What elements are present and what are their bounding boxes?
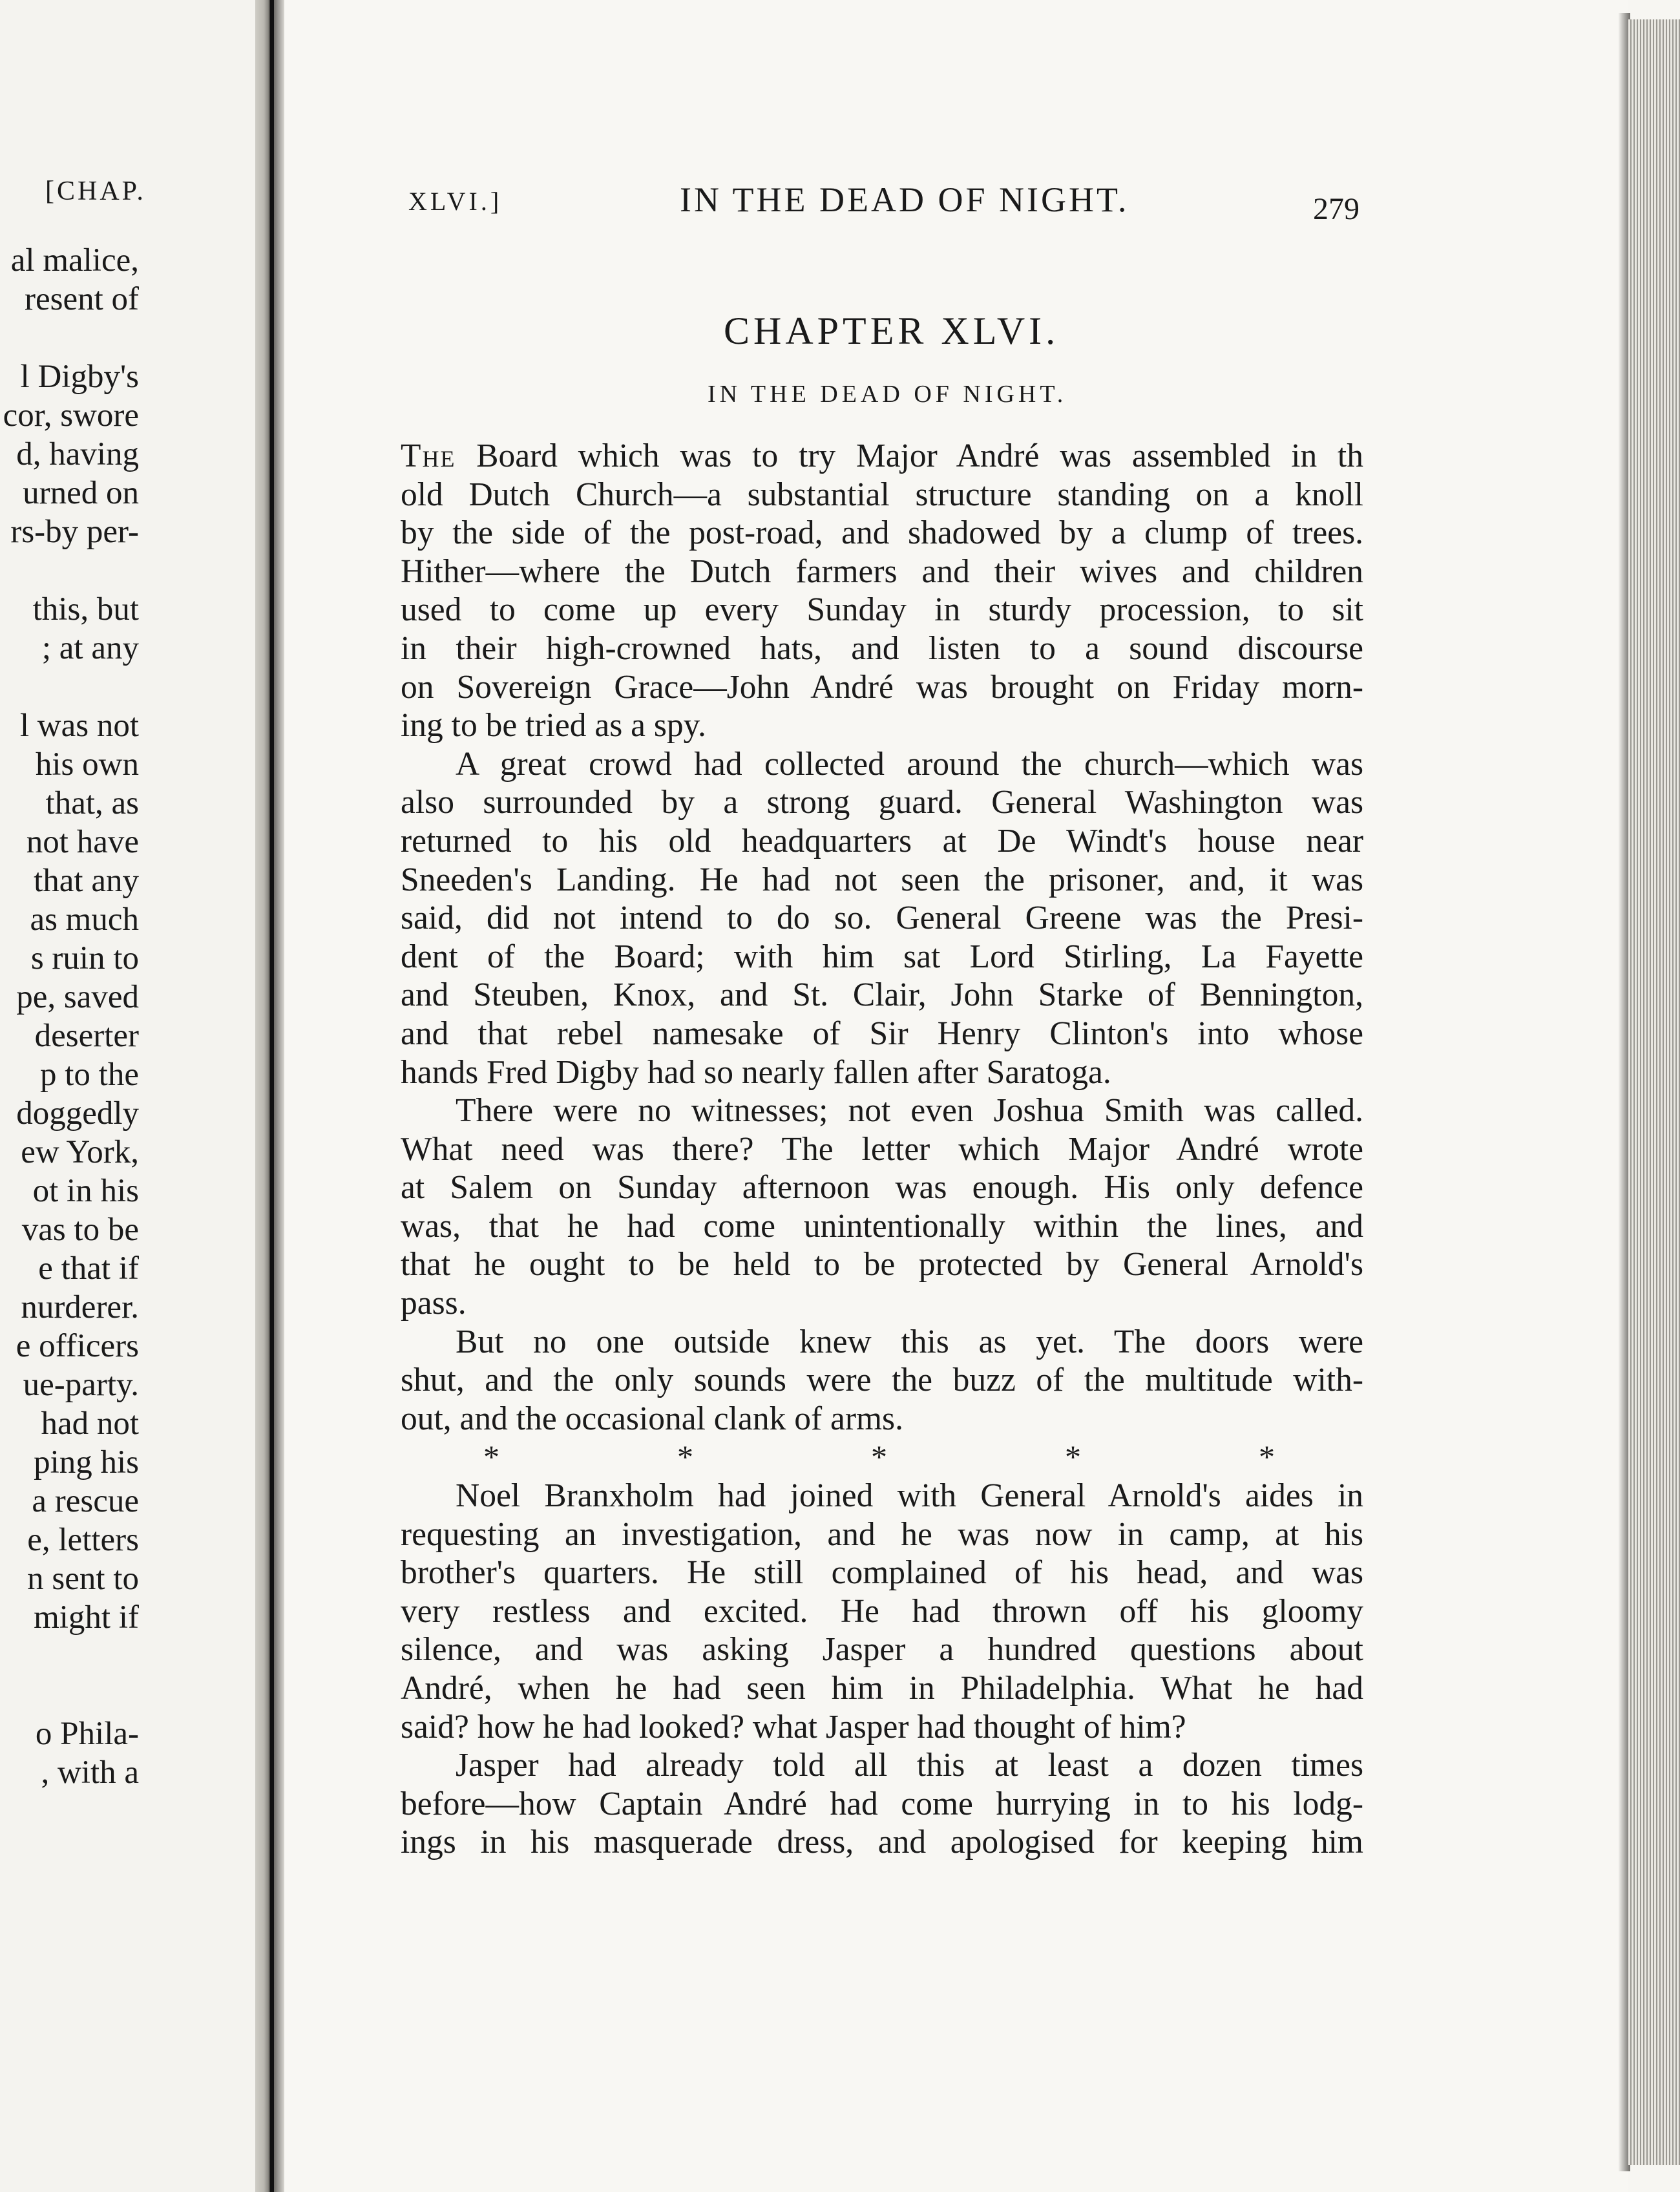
section-star: * xyxy=(871,1438,887,1475)
left-line: ew York, xyxy=(21,1134,139,1170)
left-line: al malice, xyxy=(10,242,139,279)
left-line: that any xyxy=(34,863,139,899)
left-line: ue-party. xyxy=(23,1367,139,1403)
text-line: old Dutch Church—a substantial structure standing on a knoll xyxy=(401,476,1363,513)
left-line: p to the xyxy=(40,1057,139,1093)
left-line: e that if xyxy=(38,1250,139,1287)
left-line: d, having xyxy=(16,436,139,472)
left-line xyxy=(0,1676,139,1714)
left-line: n sent to xyxy=(27,1561,139,1597)
left-line: this, but xyxy=(32,591,139,627)
left-line: nurderer. xyxy=(21,1289,139,1325)
left-line xyxy=(0,1637,139,1676)
text-line: returned to his old headquarters at De Windt's house near xyxy=(401,822,1363,859)
left-line: e officers xyxy=(16,1328,139,1364)
page-number: 279 xyxy=(1313,192,1360,226)
left-line: cor, swore xyxy=(3,397,139,434)
left-line: e, letters xyxy=(27,1522,139,1558)
text-line: before—how Captain André had come hurrying in to his lodg- xyxy=(401,1785,1363,1822)
running-head xyxy=(408,180,1365,225)
left-line: ; at any xyxy=(41,630,139,666)
text-line: What need was there? The letter which Major André wrote xyxy=(401,1130,1363,1168)
text-line: ings in his masquerade dress, and apologised for keeping him xyxy=(401,1824,1363,1861)
left-line: not have xyxy=(26,824,139,860)
chapter-title: IN THE DEAD OF NIGHT. xyxy=(708,381,1067,408)
running-head-title: IN THE DEAD OF NIGHT. xyxy=(680,180,1129,219)
text-line: that he ought to be held to be protected by General Arnold's xyxy=(401,1246,1363,1283)
left-line xyxy=(0,319,139,357)
text-line: pass. xyxy=(401,1285,467,1322)
text-line: hands Fred Digby had so nearly fallen after Saratoga. xyxy=(401,1053,1111,1091)
left-line: a rescue xyxy=(32,1483,139,1519)
left-running-head: [CHAP. xyxy=(45,176,146,206)
left-line: s ruin to xyxy=(30,940,139,976)
text-line: silence, and was asking Jasper a hundred questions about xyxy=(401,1631,1363,1669)
text-line xyxy=(401,437,1363,476)
running-head-chapter: XLVI.] xyxy=(408,187,503,216)
text-line: on Sovereign Grace—John André was brought on Friday morn- xyxy=(401,668,1363,706)
text-line: in their high-crowned hats, and listen to a sound discourse xyxy=(401,629,1363,667)
chapter-body xyxy=(401,437,1363,1862)
text-line: also surrounded by a strong guard. General Washington was xyxy=(401,784,1363,821)
text-line: by the side of the post-road, and shadowed by a clump of trees. xyxy=(401,514,1363,552)
left-line: o Phila- xyxy=(35,1716,139,1752)
text-line: Sneeden's Landing. He had not seen the prisoner, and, it was xyxy=(401,861,1363,898)
left-line: ot in his xyxy=(32,1173,139,1209)
left-line: l Digby's xyxy=(20,359,139,395)
text-line: said, did not intend to do so. General Greene was the Presi- xyxy=(401,900,1363,937)
text-line: Noel Branxholm had joined with General Arnold's aides in xyxy=(456,1477,1363,1515)
left-line: that, as xyxy=(45,785,139,821)
section-break xyxy=(401,1438,1363,1477)
text-line: brother's quarters. He still complained of his head, and was xyxy=(401,1554,1363,1592)
chapter-number: CHAPTER XLVI. xyxy=(724,310,1060,352)
left-line: might if xyxy=(34,1599,139,1636)
text-line: André, when he had seen him in Philadelphia. What he had xyxy=(401,1670,1363,1707)
text-line: ing to be tried as a spy. xyxy=(401,707,706,744)
page-edges xyxy=(1628,19,1680,2165)
left-line: , with a xyxy=(41,1755,139,1791)
text-line: very restless and excited. He had thrown off his gloomy xyxy=(401,1592,1363,1630)
text-line: and that rebel namesake of Sir Henry Clinton's into whose xyxy=(401,1015,1363,1052)
left-line: as much xyxy=(30,901,139,938)
section-star: * xyxy=(677,1438,693,1475)
text-line: at Salem on Sunday afternoon was enough. His only defence xyxy=(401,1169,1363,1207)
text-line: shut, and the only sounds were the buzz of the multitude with- xyxy=(401,1362,1363,1399)
section-star: * xyxy=(1259,1438,1275,1475)
text-line: But no one outside knew this as yet. The doors were xyxy=(456,1323,1363,1360)
left-line: resent of xyxy=(24,281,139,317)
text-line: out, and the occasional clank of arms. xyxy=(401,1400,903,1437)
left-line: rs-by per- xyxy=(10,514,139,550)
text-line: Jasper had already told all this at least a dozen times xyxy=(456,1747,1363,1784)
text-line: said? how he had looked? what Jasper had thought of him? xyxy=(401,1708,1186,1745)
text-line: Hither—where the Dutch farmers and their wives and children xyxy=(401,553,1363,590)
opening-word: The xyxy=(401,437,456,474)
left-line: pe, saved xyxy=(16,979,139,1015)
text-line: A great crowd had collected around the church—which was xyxy=(456,745,1363,783)
left-line: l was not xyxy=(19,708,139,744)
left-line: his own xyxy=(35,746,139,783)
left-line: ping his xyxy=(34,1444,139,1481)
section-star: * xyxy=(1065,1438,1081,1475)
left-line xyxy=(0,668,139,706)
left-page-text xyxy=(0,241,139,1792)
text-line: was, that he had come unintentionally within the lines, and xyxy=(401,1207,1363,1245)
text-line: and Steuben, Knox, and St. Clair, John Starke of Bennington, xyxy=(401,976,1363,1014)
text-line: requesting an investigation, and he was now in camp, at his xyxy=(401,1515,1363,1553)
left-line: urned on xyxy=(23,475,139,511)
gutter-shadow-line xyxy=(270,0,274,2192)
text-line: used to come up every Sunday in sturdy procession, to sit xyxy=(401,591,1363,629)
left-line: deserter xyxy=(34,1018,139,1054)
text-line-content: Board which was to try Major André was assembled in th xyxy=(456,437,1363,474)
left-line: had not xyxy=(41,1406,139,1442)
text-line: There were no witnesses; not even Joshua Smith was called. xyxy=(456,1092,1363,1130)
left-page xyxy=(0,0,255,2192)
left-line xyxy=(0,551,139,590)
text-line: dent of the Board; with him sat Lord Stirling, La Fayette xyxy=(401,938,1363,975)
section-star: * xyxy=(483,1438,499,1475)
left-line: vas to be xyxy=(21,1212,139,1248)
left-line: doggedly xyxy=(16,1095,139,1132)
